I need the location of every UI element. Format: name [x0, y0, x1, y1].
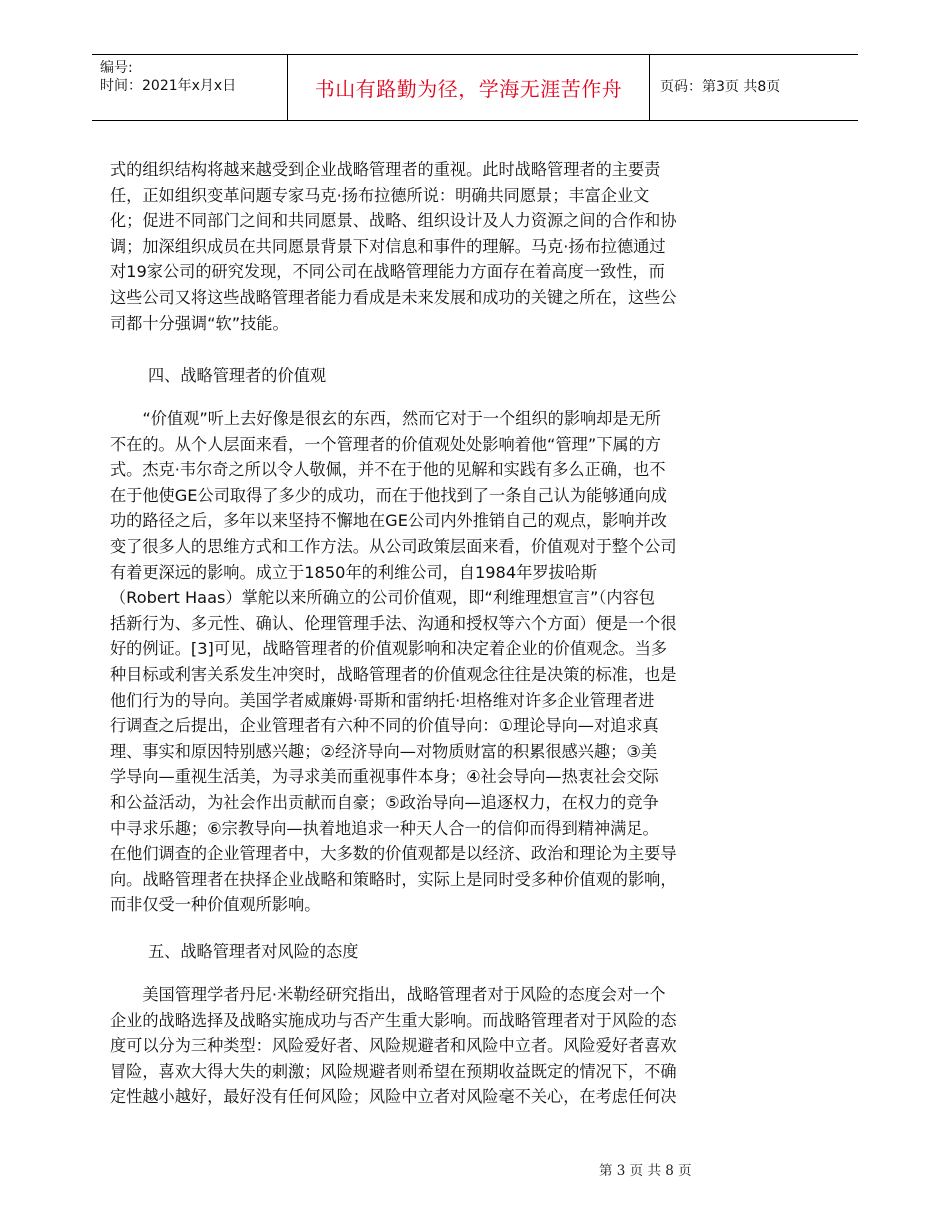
- text-line: 括新行为、多元性、确认、伦理管理手法、沟通和授权等六个方面）便是一个很: [110, 613, 677, 633]
- text-line: 中寻求乐趣；⑥宗教导向—执着地追求一种天人合一的信仰而得到精神满足。: [110, 818, 659, 838]
- section-heading-risk: 五、战略管理者对风险的态度: [148, 942, 359, 961]
- text-line: 化；促进不同部门之间和共同愿景、战略、组织设计及人力资源之间的合作和协: [110, 211, 677, 231]
- text-line: 定性越小越好，最好没有任何风险；风险中立者对风险毫不关心，在考虑任何决: [110, 1087, 677, 1107]
- text-line: 式的组织结构将越来越受到企业战略管理者的重视。此时战略管理者的主要责: [110, 160, 661, 179]
- text-line: 变了很多人的思维方式和工作方法。从公司政策层面来看，价值观对于整个公司: [110, 536, 677, 556]
- header-meta: [100, 59, 236, 95]
- text-line: 学导向—重视生活美，为寻求美而重视事件本身；④社会导向—热衷社会交际: [110, 767, 659, 787]
- page-footer: 第 3 页 共 8 页: [599, 1163, 692, 1179]
- text-line: 行调查之后提出，企业管理者有六种不同的价值导向：①理论导向—对追求真: [110, 716, 659, 736]
- text-line: 而非仅受一种价值观所影响。: [110, 895, 321, 915]
- text-line: 司都十分强调“软”技能。: [110, 313, 289, 333]
- section-heading-values: 四、战略管理者的价值观: [148, 366, 327, 385]
- text-line: 向。战略管理者在抉择企业战略和策略时，实际上是同时受多种价值观的影响，: [110, 869, 677, 889]
- document-body-values: [110, 406, 770, 918]
- text-line: （Robert Haas）掌舵以来所确立的公司价值观，即“利维理想宣言”（内容包: [110, 588, 655, 608]
- text-line: 在于他使GE公司取得了多少的成功，而在于他找到了一条自己认为能够通向成: [110, 485, 667, 505]
- text-line: 美国管理学者丹尼·米勒经研究指出，战略管理者对于风险的态度会对一个: [110, 985, 666, 1004]
- text-line: 种目标或利害关系发生冲突时，战略管理者的价值观念往往是决策的标准，也是: [110, 664, 677, 684]
- text-line: 式。杰克·韦尔奇之所以令人敬佩，并不在于他的见解和实践有多么正确，也不: [110, 460, 666, 480]
- text-line: 不在的。从个人层面来看，一个管理者的价值观处处影响着他“管理”下属的方: [110, 434, 661, 454]
- paragraph-organization: [110, 157, 677, 336]
- document-body-risk: [110, 982, 770, 1110]
- text-line: 度可以分为三种类型：风险爱好者、风险规避者和风险中立者。风险爱好者喜欢: [110, 1036, 677, 1056]
- code-label: 编号:: [100, 60, 133, 76]
- text-line: 他们行为的导向。美国学者威廉姆·哥斯和雷纳托·坦格维对许多企业管理者进: [110, 690, 655, 710]
- paragraph-values: [110, 406, 770, 918]
- text-line: 功的路径之后，多年以来坚持不懈地在GE公司内外推销自己的观点，影响并改: [110, 511, 667, 531]
- header-divider-right: [649, 54, 650, 120]
- text-line: 和公益活动，为社会作出贡献而自豪；⑤政治导向—追逐权力，在权力的竞争: [110, 792, 659, 812]
- header-page-info: 页码：第3页 共8页: [660, 79, 781, 95]
- text-line: 企业的战略选择及战略实施成功与否产生重大影响。而战略管理者对于风险的态: [110, 1010, 677, 1030]
- header-bottom-rule: [92, 120, 858, 121]
- text-line: 任，正如组织变革问题专家马克·扬布拉德所说：明确共同愿景；丰富企业文: [110, 185, 650, 205]
- text-line: 好的例证。[3]可见，战略管理者的价值观影响和决定着企业的价值观念。当多: [110, 639, 668, 659]
- text-line: 在他们调查的企业管理者中，大多数的价值观都是以经济、政治和理论为主要导: [110, 844, 677, 864]
- text-line: 对19家公司的研究发现，不同公司在战略管理能力方面存在着高度一致性，而: [110, 262, 665, 282]
- time-label: 时间：2021年x月x日: [100, 78, 237, 94]
- text-line: 有着更深远的影响。成立于1850年的利维公司，自1984年罗拔哈斯: [110, 562, 598, 582]
- text-line: 调；加深组织成员在共同愿景背景下对信息和事件的理解。马克·扬布拉德通过: [110, 236, 666, 256]
- header-motto: 书山有路勤为径，学海无涯苦作舟: [314, 76, 623, 101]
- text-line: 冒险，喜欢大得大失的刺激；风险规避者则希望在预期收益既定的情况下，不确: [110, 1061, 677, 1081]
- paragraph-risk: [110, 982, 770, 1110]
- text-line: 这些公司又将这些战略管理者能力看成是未来发展和成功的关键之所在，这些公: [110, 287, 677, 307]
- text-line: “价值观”听上去好像是很玄的东西，然而它对于一个组织的影响却是无所: [110, 409, 661, 428]
- text-line: 理、事实和原因特别感兴趣；②经济导向—对物质财富的积累很感兴趣；③美: [110, 741, 658, 761]
